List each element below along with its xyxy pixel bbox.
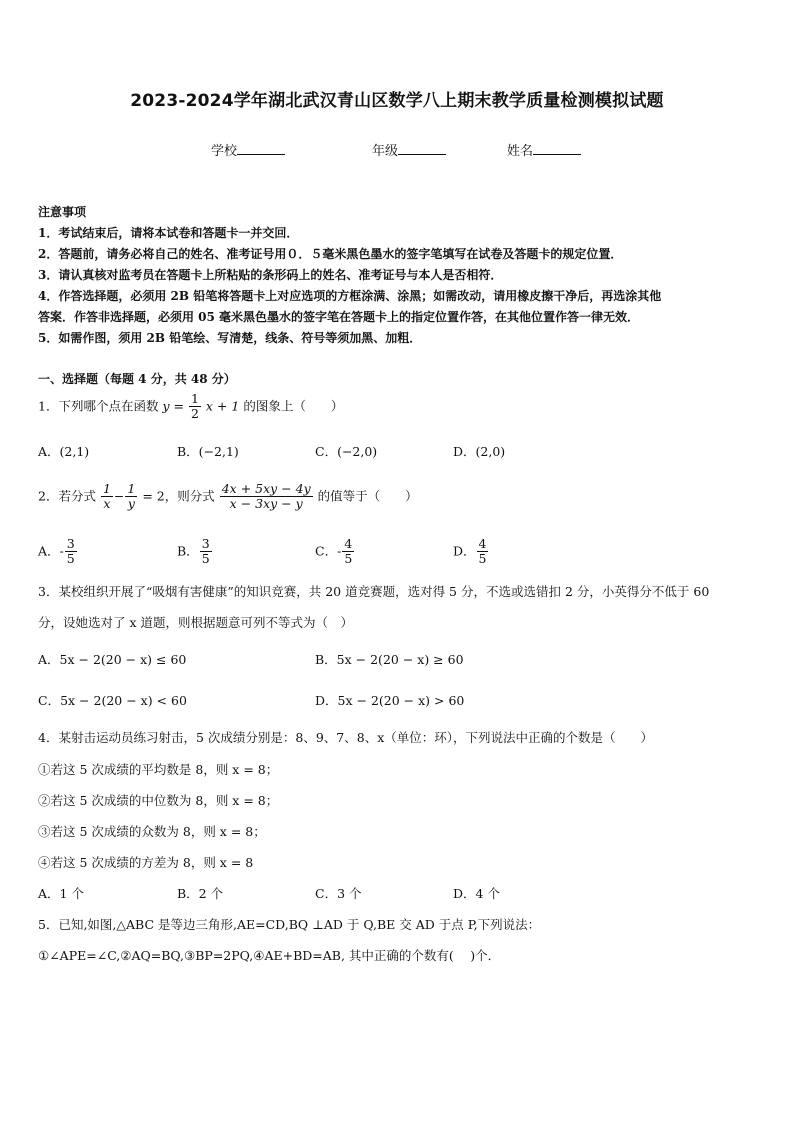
q3-option-b[interactable]: B．5x − 2(20 − x) ≥ 60 (315, 652, 464, 667)
notice-heading: 注意事项 (38, 205, 87, 219)
q2-f3-num: 4x + 5xy − 4y (221, 481, 311, 496)
q1-func-lhs: y = (162, 398, 184, 414)
question-5-line-2: ①∠APE=∠C,②AQ=BQ,③BP=2PQ,④AE+BD=AB, 其中正确的个数有( )个． (38, 948, 501, 963)
q1-suffix: 的图象上（ ） (243, 398, 344, 414)
school-field (211, 140, 285, 159)
q2-minus: − (113, 488, 125, 504)
q2-option-c-den: 5 (344, 551, 353, 567)
name-label: 姓名 (507, 144, 534, 159)
notice-item: 4．作答选择题，必须用 2B 铅笔将答题卡上对应选项的方框涂满、涂黑；如需改动，请用橡皮擦干净后，再选涂其他 (38, 289, 662, 303)
q2-option-a-num: 3 (66, 536, 75, 551)
school-label: 学校 (211, 144, 238, 159)
q2-option-c-label: C． (315, 543, 338, 559)
q2-option-d-num: 4 (478, 536, 487, 551)
q2-f2-num: 1 (127, 481, 136, 496)
q4-option-d[interactable]: D．4 个 (453, 886, 500, 901)
q3-option-d[interactable]: D．5x − 2(20 − x) > 60 (315, 693, 465, 708)
q2-option-b-num: 3 (201, 536, 210, 551)
q1-option-c[interactable]: C．(−2,0) (315, 444, 378, 459)
q2-option-c-frac (342, 537, 354, 567)
school-blank[interactable] (237, 142, 285, 155)
q2-fraction-1 (101, 482, 113, 512)
q1-func-rhs: x + 1 (205, 398, 240, 414)
q2-option-d-den: 5 (478, 551, 487, 567)
q2-option-b-label: B． (177, 543, 199, 559)
notice-item: 3．请认真核对监考员在答题卡上所粘贴的条形码上的姓名、准考证号与本人是否相符． (38, 268, 503, 282)
q4-statement: ④若这 5 次成绩的方差为 8，则 x = 8 (38, 855, 254, 870)
name-field (507, 140, 581, 159)
q2-prefix: 2．若分式 (38, 488, 96, 504)
question-1 (38, 392, 343, 422)
q1-prefix: 1．下列哪个点在函数 (38, 398, 159, 414)
question-4-stem: 4．某射击运动员练习射击，5 次成绩分别是：8、9、7、8、x（单位：环），下列说法中正确的个数是（ ） (38, 730, 653, 745)
notice-item: 5．如需作图，须用 2B 铅笔绘、写清楚，线条、符号等须加黑、加粗． (38, 331, 422, 345)
q2-option-a[interactable] (38, 537, 78, 567)
q1-option-d[interactable]: D．(2,0) (453, 444, 506, 459)
q2-option-a-den: 5 (66, 551, 75, 567)
q2-option-d[interactable] (453, 537, 489, 567)
grade-field (372, 140, 446, 159)
question-5-line-1: 5．已知,如图,△ABC 是等边三角形,AE=CD,BQ ⊥AD 于 Q,BE 交 AD 于点 P,下列说法： (38, 917, 541, 932)
q1-option-b[interactable]: B．(−2,1) (177, 444, 239, 459)
q2-option-b-den: 5 (201, 551, 210, 567)
q2-option-c-sign: - (337, 543, 342, 559)
q1-frac-num: 1 (190, 391, 199, 406)
q4-statement: ①若这 5 次成绩的平均数是 8，则 x = 8； (38, 762, 279, 777)
q2-eq: = 2 (142, 488, 165, 504)
q2-option-b-frac (200, 537, 212, 567)
q3-option-a[interactable]: A．5x − 2(20 − x) ≤ 60 (38, 652, 187, 667)
grade-blank[interactable] (398, 142, 446, 155)
q4-option-a[interactable]: A．1 个 (38, 886, 84, 901)
q2-f2-den: y (127, 496, 135, 512)
q2-fraction-3 (220, 482, 313, 512)
q2-fraction-2 (125, 482, 137, 512)
q4-option-c[interactable]: C．3 个 (315, 886, 362, 901)
q2-option-d-frac (477, 537, 489, 567)
q2-option-a-label: A． (38, 543, 60, 559)
q2-f3-den: x − 3xy − y (229, 496, 303, 512)
q2-option-b[interactable] (177, 537, 213, 567)
q2-f1-num: 1 (102, 481, 111, 496)
q4-option-b[interactable]: B．2 个 (177, 886, 224, 901)
q3-option-c[interactable]: C．5x − 2(20 − x) < 60 (38, 693, 187, 708)
q1-fraction (189, 392, 201, 422)
q2-option-c-num: 4 (344, 536, 353, 551)
notice-item: 1．考试结束后，请将本试卷和答题卡一并交回． (38, 226, 299, 240)
q2-option-a-sign: - (59, 543, 64, 559)
q2-suffix: 的值等于（ ） (317, 488, 418, 504)
question-3-line-2: 分，设她选对了 x 道题，则根据题意可列不等式为（ ） (38, 615, 353, 630)
q1-frac-den: 2 (190, 406, 199, 422)
q2-option-c[interactable] (315, 537, 355, 567)
grade-label: 年级 (372, 144, 399, 159)
q1-option-a[interactable]: A．(2,1) (38, 444, 90, 459)
section-heading: 一、选择题（每题 4 分，共 48 分） (38, 372, 236, 386)
q2-option-d-label: D． (453, 543, 476, 559)
q2-mid: ，则分式 (164, 488, 215, 504)
question-2 (38, 482, 418, 512)
q2-f1-den: x (103, 496, 111, 512)
notice-item: 答案．作答非选择题，必须用 05 毫米黑色墨水的签字笔在答题卡上的指定位置作答，在其他位置作答一律无效． (38, 310, 640, 324)
question-3-line-1: 3．某校组织开展了“吸烟有害健康”的知识竞赛，共 20 道竞赛题，选对得 5 分，不选或选错扣 2 分，小英得分不低于 60 (38, 584, 710, 599)
name-blank[interactable] (533, 142, 581, 155)
q4-statement: ③若这 5 次成绩的众数为 8，则 x = 8； (38, 824, 266, 839)
page-title: 2023-2024学年湖北武汉青山区数学八上期末教学质量检测模拟试题 (130, 91, 664, 111)
q2-option-a-frac (65, 537, 77, 567)
q4-statement: ②若这 5 次成绩的中位数为 8，则 x = 8； (38, 793, 279, 808)
notice-item: 2．答题前，请务必将自己的姓名、准考证号用０．５毫米黑色墨水的签字笔填写在试卷及答题卡的规定位置． (38, 247, 623, 261)
